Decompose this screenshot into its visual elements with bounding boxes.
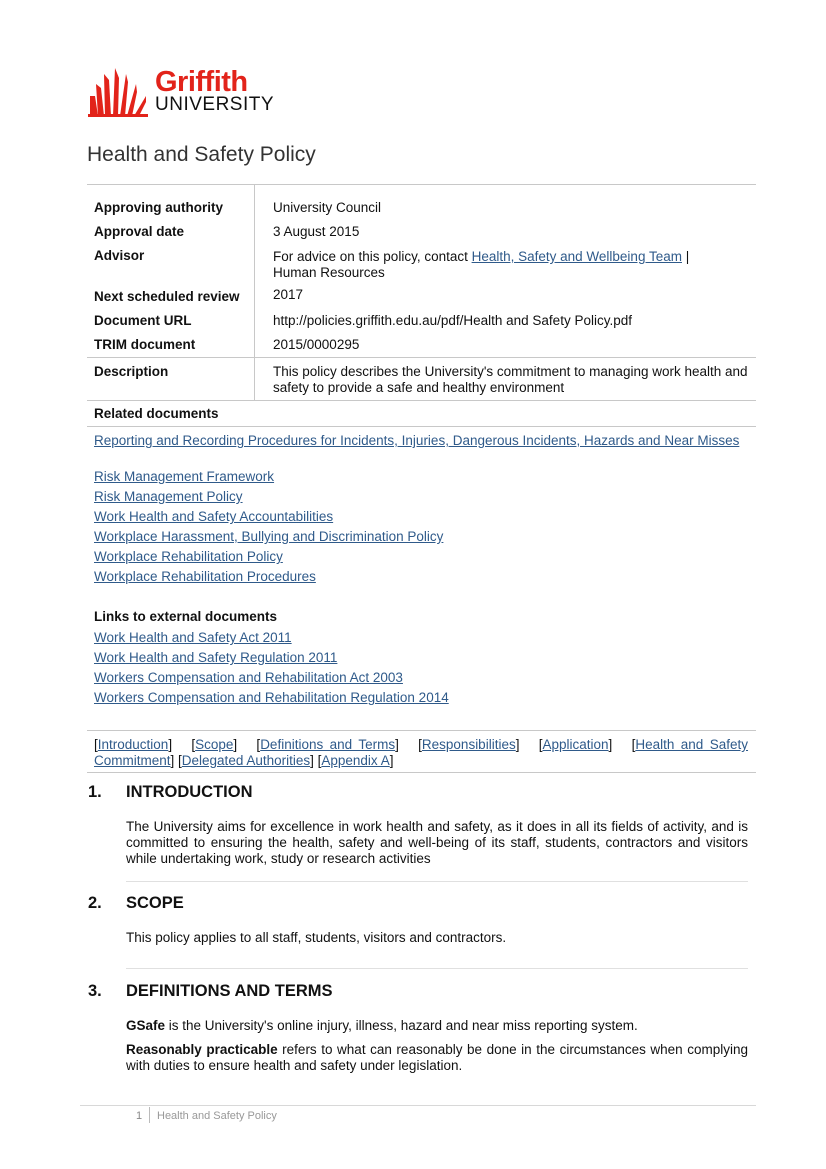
section-title-introduction: INTRODUCTION bbox=[126, 783, 253, 801]
approving-authority-label: Approving authority bbox=[94, 200, 223, 215]
nav-introduction-link[interactable]: Introduction bbox=[97, 737, 169, 752]
approving-authority-value: University Council bbox=[273, 200, 382, 215]
table-column-divider bbox=[254, 185, 255, 400]
nav-application-link[interactable]: Application bbox=[542, 737, 609, 752]
advisor-suffix: | Human Resources bbox=[273, 249, 690, 280]
page-title: Health and Safety Policy bbox=[87, 143, 316, 166]
divider bbox=[87, 357, 756, 358]
trim-document-label: TRIM document bbox=[94, 337, 196, 352]
nav-responsibilities-link[interactable]: Responsibilities bbox=[421, 737, 516, 752]
divider bbox=[87, 730, 756, 731]
related-doc-link[interactable]: Work Health and Safety Accountabilities bbox=[94, 509, 334, 524]
related-doc-link[interactable]: Reporting and Recording Procedures for Incidents, Injuries, Dangerous Incidents, Hazards and Near Misses bbox=[94, 433, 740, 448]
section-number: 2. bbox=[88, 894, 102, 912]
section-title-definitions: DEFINITIONS AND TERMS bbox=[126, 982, 333, 1000]
related-doc-link[interactable]: Workplace Rehabilitation Procedures bbox=[94, 569, 316, 584]
divider bbox=[87, 772, 756, 773]
next-review-value: 2017 bbox=[273, 287, 304, 302]
definition-text: refers to what can reasonably be done in the circumstances when complying with duties to ensure health and safety under legislation. bbox=[126, 1042, 748, 1073]
advisor-label: Advisor bbox=[94, 248, 145, 263]
definition-reasonably-practicable bbox=[126, 1042, 748, 1074]
definition-term: Reasonably practicable bbox=[126, 1042, 278, 1057]
document-url-value: http://policies.griffith.edu.au/pdf/Health and Safety Policy.pdf bbox=[273, 313, 632, 328]
advisor-prefix: For advice on this policy, contact bbox=[273, 249, 472, 264]
definition-text: is the University's online injury, illness, hazard and near miss reporting system. bbox=[165, 1018, 638, 1033]
related-documents-heading: Related documents bbox=[94, 406, 219, 421]
advisor-value bbox=[273, 249, 733, 281]
nav-definitions-link[interactable]: Definitions and Terms bbox=[260, 737, 396, 752]
related-doc-link[interactable]: Risk Management Policy bbox=[94, 489, 243, 504]
divider bbox=[126, 881, 748, 882]
external-doc-link[interactable]: Workers Compensation and Rehabilitation Act 2003 bbox=[94, 670, 403, 685]
related-doc-link[interactable]: Workplace Harassment, Bullying and Discrimination Policy bbox=[94, 529, 444, 544]
section-navigation: [Introduction] [Scope] [Definitions and Terms] [Responsibilities] [Application] [Health and Safety Commitment] [Delegated Authorities] [Appendix A] bbox=[94, 737, 749, 768]
external-doc-link[interactable]: Work Health and Safety Act 2011 bbox=[94, 630, 292, 645]
section-number: 1. bbox=[88, 783, 102, 801]
footer-title: Health and Safety Policy bbox=[157, 1110, 277, 1122]
nav-delegated-link[interactable]: Delegated Authorities bbox=[181, 753, 311, 768]
nav-commitment-link[interactable]: Health and Safety Commitment bbox=[94, 737, 749, 768]
logo-text-griffith: Griffith bbox=[155, 66, 248, 98]
description-value: This policy describes the University's commitment to managing work health and safety to provide a safe and healthy environment bbox=[273, 364, 748, 395]
divider bbox=[87, 184, 756, 185]
description-label: Description bbox=[94, 364, 169, 379]
next-review-label: Next scheduled review bbox=[94, 289, 240, 304]
definition-gsafe bbox=[126, 1018, 748, 1034]
approval-date-value: 3 August 2015 bbox=[273, 224, 360, 239]
approval-date-label: Approval date bbox=[94, 224, 185, 239]
divider bbox=[87, 400, 756, 401]
trim-document-value: 2015/0000295 bbox=[273, 337, 360, 352]
related-doc-link[interactable]: Risk Management Framework bbox=[94, 469, 275, 484]
introduction-text: The University aims for excellence in work health and safety, as it does in all its fields of activity, and is committed to ensuring the health, safety and well-being of its staff, students, contractors and visitors while undertaking work, study or research activities bbox=[126, 819, 748, 866]
external-documents-heading: Links to external documents bbox=[94, 609, 278, 624]
external-doc-link[interactable]: Workers Compensation and Rehabilitation Regulation 2014 bbox=[94, 690, 449, 705]
related-doc-link[interactable]: Workplace Rehabilitation Policy bbox=[94, 549, 283, 564]
footer-divider bbox=[80, 1105, 756, 1106]
document-url-label: Document URL bbox=[94, 313, 192, 328]
nav-appendix-link[interactable]: Appendix A bbox=[321, 753, 390, 768]
divider bbox=[87, 426, 756, 427]
nav-scope-link[interactable]: Scope bbox=[195, 737, 234, 752]
definition-term: GSafe bbox=[126, 1018, 166, 1033]
griffith-flame-icon bbox=[88, 66, 152, 118]
scope-text: This policy applies to all staff, students, visitors and contractors. bbox=[126, 930, 507, 945]
footer-separator bbox=[149, 1107, 150, 1123]
section-number: 3. bbox=[88, 982, 102, 1000]
health-safety-team-link[interactable]: Health, Safety and Wellbeing Team bbox=[471, 249, 682, 264]
logo-text-university: UNIVERSITY bbox=[155, 94, 275, 115]
external-doc-link[interactable]: Work Health and Safety Regulation 2011 bbox=[94, 650, 338, 665]
divider bbox=[126, 968, 748, 969]
page-number: 1 bbox=[136, 1110, 143, 1122]
section-title-scope: SCOPE bbox=[126, 894, 184, 912]
